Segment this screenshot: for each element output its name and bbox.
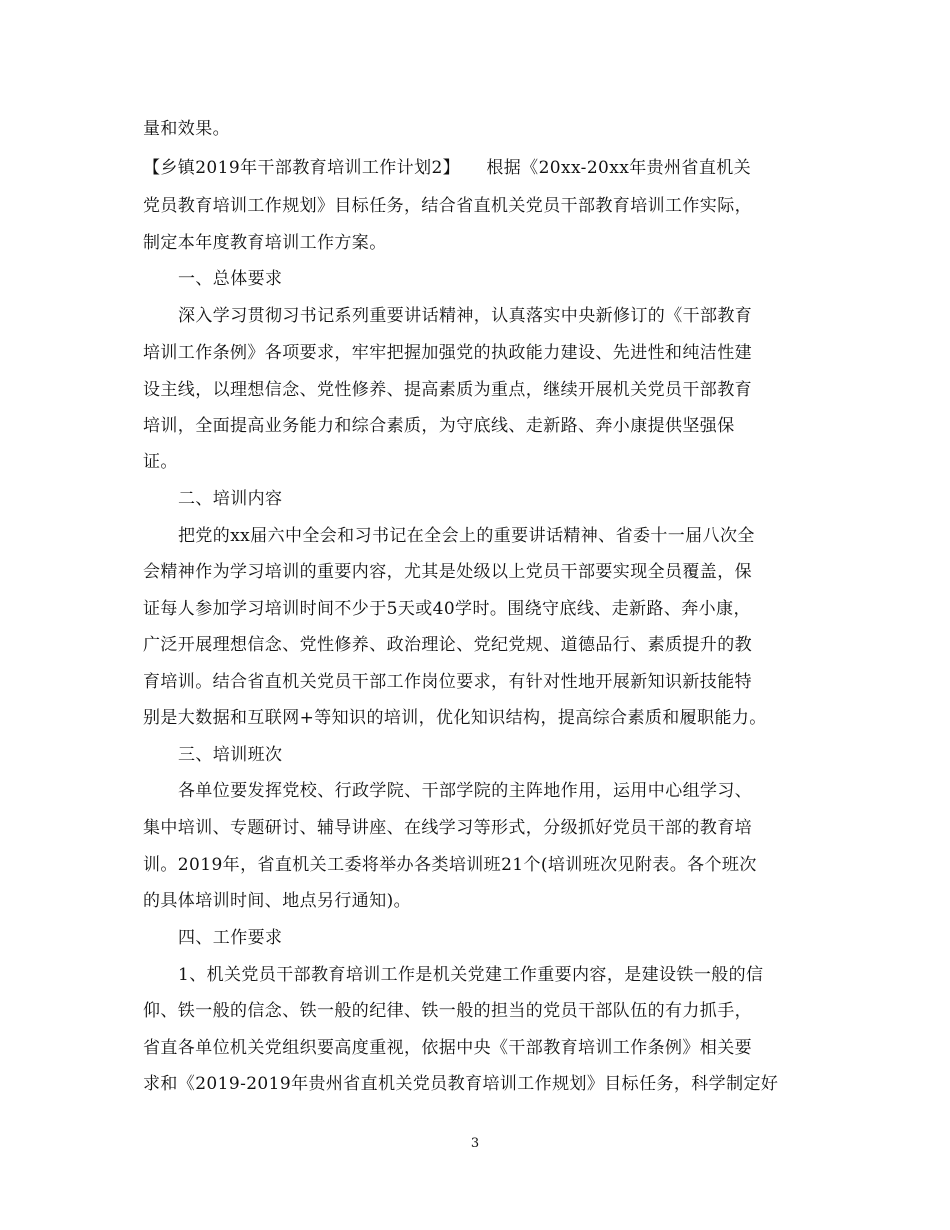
body-text-line: 深入学习贯彻习书记系列重要讲话精神，认真落实中央新修订的《干部教育 <box>178 306 753 326</box>
body-text-line: 量和效果。 <box>143 119 230 139</box>
body-text-line: 证。 <box>143 452 178 472</box>
body-text-line: 育培训。结合省直机关党员干部工作岗位要求，有针对性地开展新知识新技能特 <box>143 672 752 692</box>
body-text-line: 别是大数据和互联网+等知识的培训，优化知识结构，提高综合素质和履职能力。 <box>143 708 767 728</box>
body-text-line: 的具体培训时间、地点另行通知)。 <box>143 891 412 911</box>
body-text-line: 证每人参加学习培训时间不少于5天或40学时。围绕守底线、走新路、奔小康， <box>143 599 751 619</box>
heading-training-classes: 三、培训班次 <box>178 745 283 765</box>
body-text-line: 会精神作为学习培训的重要内容，尤其是处级以上党员干部要实现全员覆盖，保 <box>143 562 752 582</box>
section-title-line: 【乡镇2019年干部教育培训工作计划2】 根据《20xx-20xx年贵州省直机关 <box>143 158 752 178</box>
body-text-line: 培训，全面提高业务能力和综合素质，为守底线、走新路、奔小康提供坚强保 <box>143 416 735 436</box>
body-text-line: 省直各单位机关党组织要高度重视，依据中央《干部教育培训工作条例》相关要 <box>143 1038 752 1058</box>
body-text-line: 培训工作条例》各项要求，牢牢把握加强党的执政能力建设、先进性和纯洁性建 <box>143 343 752 363</box>
body-text-line: 求和《2019-2019年贵州省直机关党员教育培训工作规划》目标任务，科学制定好 <box>143 1074 779 1094</box>
body-text-line: 训。2019年，省直机关工委将举办各类培训班21个(培训班次见附表。各个班次 <box>143 855 757 875</box>
page-number: 3 <box>470 1136 480 1151</box>
body-text-line: 广泛开展理想信念、党性修养、政治理论、党纪党规、道德品行、素质提升的教 <box>143 635 752 655</box>
body-text-line: 制定本年度教育培训工作方案。 <box>143 233 387 253</box>
body-text-line: 集中培训、专题研讨、辅导讲座、在线学习等形式，分级抓好党员干部的教育培 <box>143 818 752 838</box>
heading-general-requirements: 一、总体要求 <box>178 269 283 289</box>
body-text-line: 把党的xx届六中全会和习书记在全会上的重要讲话精神、省委十一届八次全 <box>178 526 755 546</box>
body-text-line: 设主线，以理想信念、党性修养、提高素质为重点，继续开展机关党员干部教育 <box>143 380 752 400</box>
heading-work-requirements: 四、工作要求 <box>178 928 283 948</box>
body-text-line: 各单位要发挥党校、行政学院、干部学院的主阵地作用，运用中心组学习、 <box>178 781 753 801</box>
body-text-line: 1、机关党员干部教育培训工作是机关党建工作重要内容，是建设铁一般的信 <box>178 965 764 985</box>
heading-training-content: 二、培训内容 <box>178 489 283 509</box>
body-text-line: 仰、铁一般的信念、铁一般的纪律、铁一般的担当的党员干部队伍的有力抓手， <box>143 1001 752 1021</box>
body-text-line: 党员教育培训工作规划》目标任务，结合省直机关党员干部教育培训工作实际， <box>143 196 752 216</box>
